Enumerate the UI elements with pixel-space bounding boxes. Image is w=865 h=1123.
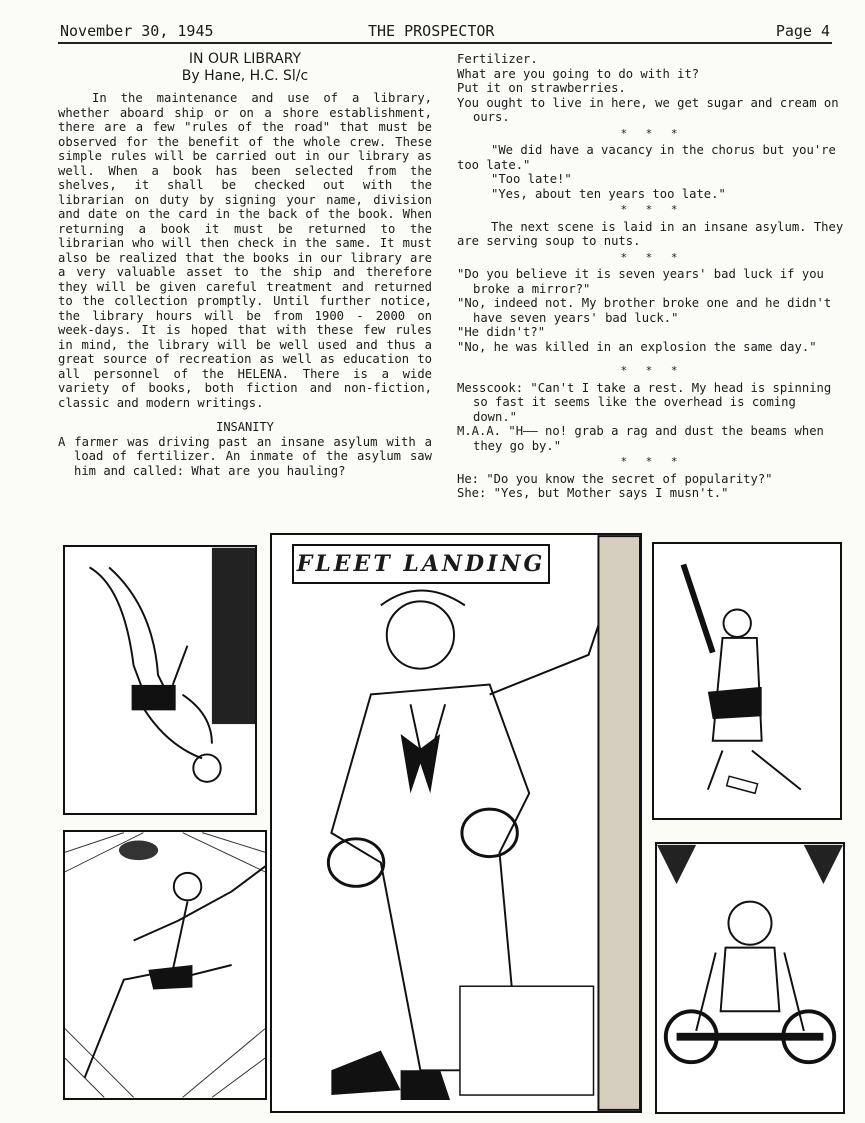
joke-line: M.A.A. "H—— no! grab a rag and dust the beams when they go by.": [457, 424, 824, 453]
joke-line: He: "Do you know the secret of popularity?": [457, 471, 773, 486]
joke-line: "He didn't?": [457, 325, 546, 339]
separator-stars: * * *: [620, 203, 684, 216]
joke-line: Messcook: "Can't I take a rest. My head is spinning so fast it seems like the overhead is coming down.": [457, 380, 832, 424]
joke-line: "We did have a vacancy in the chorus but you're too late.": [457, 143, 836, 172]
insanity-body: A farmer was driving past an insane asylum with a load of fertilizer. An inmate of the asylum saw him and called: What are you hauling?: [58, 434, 432, 478]
library-byline: By Hane, H.C. Sl/c: [181, 67, 309, 84]
page-number: Page 4: [775, 22, 830, 40]
joke-line: "Yes, about ten years too late.": [491, 186, 726, 201]
joke-line: She: "Yes, but Mother says I musn't.": [457, 486, 729, 500]
library-title: IN OUR LIBRARY: [188, 51, 302, 67]
publication-name: THE PROSPECTOR: [368, 22, 495, 40]
fleet-landing-illustration: [270, 533, 642, 1113]
left-column: [58, 52, 432, 478]
masthead: [58, 20, 832, 44]
joke-line: "No, he was killed in an explosion the same day.": [457, 339, 817, 354]
right-column: [457, 52, 847, 501]
joke-line: "Too late!": [491, 172, 572, 186]
fleet-landing-sign: FLEET LANDING: [292, 544, 550, 584]
runner-illustration: [63, 830, 267, 1100]
joke-line: "Do you believe it is seven years' bad luck if you broke a mirror?": [457, 267, 824, 296]
diver-illustration: [63, 545, 257, 815]
separator-stars: * * *: [620, 364, 684, 377]
joke-line: The next scene is laid in an insane asylum. They are serving soup to nuts.: [457, 219, 844, 248]
separator-stars: * * *: [620, 455, 684, 468]
baseball-batter-illustration: [652, 542, 842, 820]
insanity-title: INSANITY: [216, 420, 274, 434]
joke-line: Fertilizer.: [457, 52, 538, 66]
joke-line: Put it on strawberries.: [457, 81, 626, 95]
library-article-body: In the maintenance and use of a library, whether aboard ship or on a shore establishment, there are a few "rules of the road" that must be observed for the benefit of the whole crew. These simple rules will be carried out in our library as well. When a book has been selected from the shelves, it shall be checked out with the librarian on duty by signing your name, division and date on the card in the back of the book. When returning a book it must be returned to the librarian who will then check in the same. It must also be realized that the books in our library are a very valuable asset to the ship and therefore they will be given careful treatment and returned to the collection promptly. Until further notice, the library hours will be from 1900 - 2000 on week-days. It is hoped that with these few rules in mind, the library will be well used and thus a great source of recreation as well as education to all personnel of the HELENA. There is a wide variety of books, both fiction and non-fiction, classic and modern writings.: [58, 91, 432, 410]
separator-stars: * * *: [620, 250, 684, 264]
weightlifter-illustration: [655, 842, 845, 1114]
joke-line: You ought to live in here, we get sugar and cream on ours.: [457, 95, 839, 124]
separator-stars: * * *: [620, 126, 684, 140]
issue-date: November 30, 1945: [60, 22, 214, 40]
joke-line: What are you going to do with it?: [457, 66, 700, 81]
joke-line: "No, indeed not. My brother broke one and he didn't have seven years' bad luck.": [457, 296, 832, 325]
